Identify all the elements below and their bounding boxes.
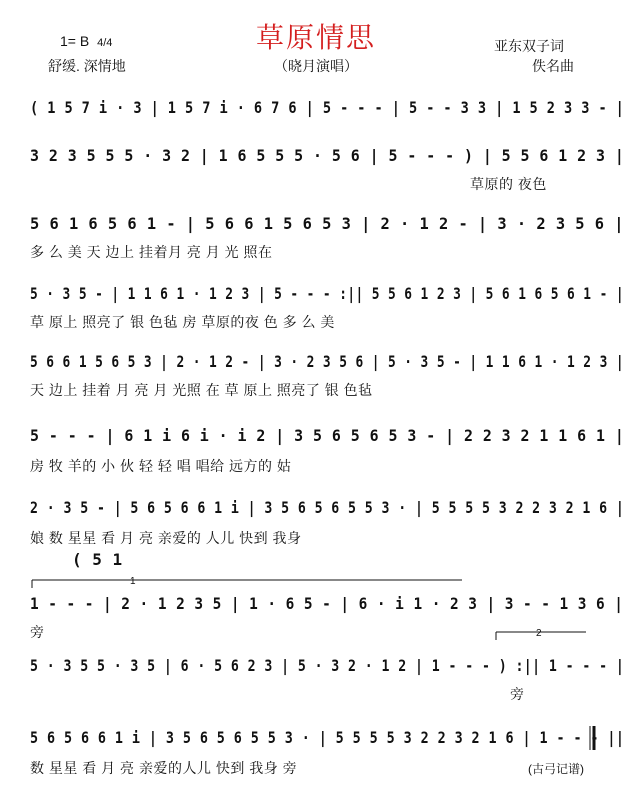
time-signature: 4/4 bbox=[97, 37, 113, 49]
notation-row-6: 5 - - - | 6 1 i 6 i · i 2 | 3 5 6 5 6 5 3 - | 2 2 3 2 1 1 6 1 | bbox=[30, 426, 625, 445]
composer: 佚名曲 bbox=[532, 58, 574, 74]
page-title: 草原情思 bbox=[255, 22, 376, 53]
notation-row-10: 5 6 5 6 6 1 i | 3 5 6 5 6 5 5 3 · | 5 5 5 5 3 2 2 3 2 1 6 | 1 - - - || bbox=[30, 728, 625, 747]
key-text: 1= B bbox=[60, 33, 90, 49]
subtitle: （晓月演唱） bbox=[274, 58, 358, 74]
transcriber-note: (古弓记谱) bbox=[528, 762, 584, 776]
lyrics-row-9: 旁 bbox=[510, 686, 525, 702]
key-signature bbox=[60, 33, 112, 49]
lyricist: 亚东双子词 bbox=[494, 38, 564, 54]
notation-row-2: 3 2 3 5 5 5 · 3 2 | 1 6 5 5 5 · 5 6 | 5 - - - ) | 5 5 6 1 2 3 | bbox=[30, 146, 625, 165]
volta-2-label: 2 bbox=[536, 628, 542, 639]
notation-row-3: 5 6 1 6 5 6 1 - | 5 6 6 1 5 6 5 3 | 2 · 1 2 - | 3 · 2 3 5 6 | bbox=[30, 214, 625, 233]
lyrics-row-5: 天 边上 挂着 月 亮 月 光照 在 草 原上 照亮了 银 色毡 bbox=[30, 382, 373, 398]
notation-row-1: ( 1 5 7 i · 3 | 1 5 7 i · 6 7 6 | 5 - - - | 5 - - 3 3 | 1 5 2 3 3 - | bbox=[30, 98, 625, 117]
lyrics-row-6: 房 牧 羊的 小 伙 轻 轻 唱 唱给 远方的 姑 bbox=[30, 458, 292, 474]
notation-row-4: 5 · 3 5 - | 1 1 6 1 · 1 2 3 | 5 - - - :|| 5 5 6 1 2 3 | 5 6 1 6 5 6 1 - | bbox=[30, 284, 624, 303]
notation-row-9: 5 · 3 5 5 · 3 5 | 6 · 5 6 2 3 | 5 · 3 2 · 1 2 | 1 - - - ) :|| 1 - - - | bbox=[30, 656, 625, 675]
tempo-marking: 舒缓. 深情地 bbox=[48, 58, 126, 74]
notation-row-5: 5 6 6 1 5 6 5 3 | 2 · 1 2 - | 3 · 2 3 5 6 | 5 · 3 5 - | 1 1 6 1 · 1 2 3 | bbox=[30, 352, 624, 371]
lyrics-row-4: 草 原上 照亮了 银 色毡 房 草原的夜 色 多 么 美 bbox=[30, 314, 335, 330]
notation-row-8: 1 - - - | 2 · 1 2 3 5 | 1 · 6 5 - | 6 · i 1 · 2 3 | 3 - - 1 3 6 | bbox=[30, 594, 624, 613]
volta-1-label: 1 bbox=[130, 576, 136, 587]
lyrics-row-7: 娘 数 星星 看 月 亮 亲爱的 人儿 快到 我身 bbox=[30, 530, 302, 546]
lyrics-row-10: 数 星星 看 月 亮 亲爱的人儿 快到 我身 旁 bbox=[30, 760, 298, 776]
lyrics-row-8: 旁 bbox=[30, 624, 45, 640]
pickup-notes: ( 5 1 bbox=[72, 550, 123, 569]
notation-row-7: 2 · 3 5 - | 5 6 5 6 6 1 i | 3 5 6 5 6 5 5 3 · | 5 5 5 5 3 2 2 3 2 1 6 | bbox=[30, 498, 625, 517]
lyrics-row-2: 草原的 夜色 bbox=[470, 176, 547, 192]
lyrics-row-3: 多 么 美 天 边上 挂着月 亮 月 光 照在 bbox=[30, 244, 273, 260]
